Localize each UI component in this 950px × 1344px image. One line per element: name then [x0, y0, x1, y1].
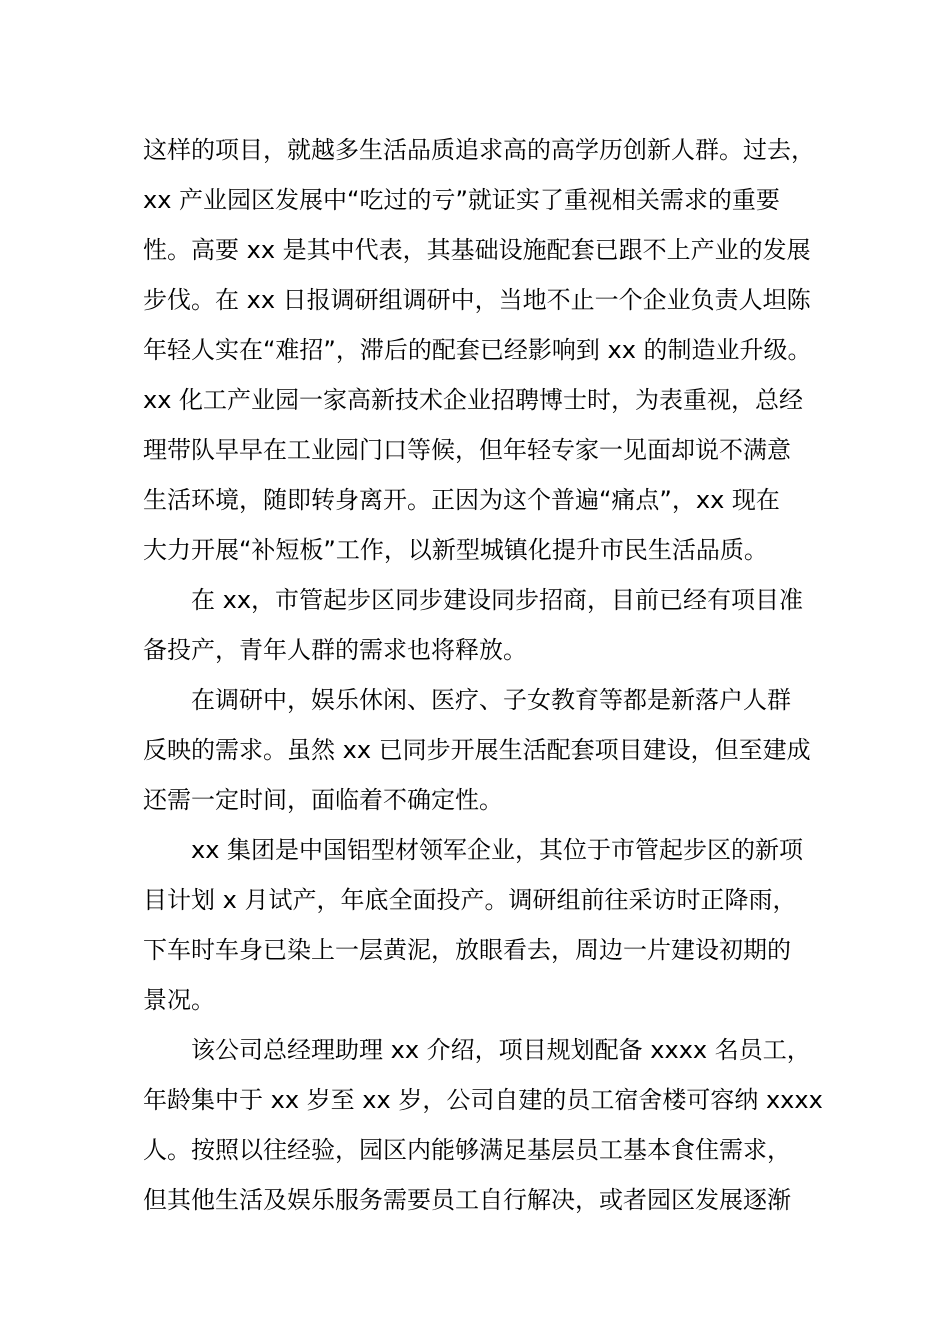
- text-line: 景况。: [143, 986, 215, 1014]
- text-line: 反映的需求。虽然 xx 已同步开展生活配套项目建设，但至建成: [143, 736, 811, 764]
- paragraph-first-line: xx 集团是中国铝型材领军企业，其位于市管起步区的新项: [191, 836, 804, 864]
- text-line: 人。按照以往经验，园区内能够满足基层员工基本食住需求，: [143, 1136, 791, 1164]
- text-line: xx 产业园区发展中“吃过的亏”就证实了重视相关需求的重要: [143, 186, 780, 214]
- paragraph-first-line: 在调研中，娱乐休闲、医疗、子女教育等都是新落户人群: [191, 686, 791, 714]
- text-line: 年龄集中于 xx 岁至 xx 岁，公司自建的员工宿舍楼可容纳 xxxx: [143, 1086, 823, 1114]
- text-line: 还需一定时间，面临着不确定性。: [143, 786, 503, 814]
- text-line: 备投产，青年人群的需求也将释放。: [143, 636, 527, 664]
- text-line: 年轻人实在“难招”，滞后的配套已经影响到 xx 的制造业升级。: [143, 336, 812, 364]
- text-line: 理带队早早在工业园门口等候，但年轻专家一见面却说不满意: [143, 436, 791, 464]
- text-line: xx 化工产业园一家高新技术企业招聘博士时，为表重视，总经: [143, 386, 804, 414]
- text-line: 目计划 x 月试产，年底全面投产。调研组前往采访时正降雨，: [143, 886, 797, 914]
- text-line: 下车时车身已染上一层黄泥，放眼看去，周边一片建设初期的: [143, 936, 791, 964]
- paragraph-first-line: 该公司总经理助理 xx 介绍，项目规划配备 xxxx 名员工，: [191, 1036, 811, 1064]
- text-line: 性。高要 xx 是其中代表，其基础设施配套已跟不上产业的发展: [143, 236, 811, 264]
- paragraph-first-line: 在 xx，市管起步区同步建设同步招商，目前已经有项目准: [191, 586, 804, 614]
- text-line: 步伐。在 xx 日报调研组调研中，当地不止一个企业负责人坦陈: [143, 286, 811, 314]
- text-line: 这样的项目，就越多生活品质追求高的高学历创新人群。过去，: [143, 136, 815, 164]
- text-line: 但其他生活及娱乐服务需要员工自行解决，或者园区发展逐渐: [143, 1186, 791, 1214]
- text-line: 大力开展“补短板”工作，以新型城镇化提升市民生活品质。: [143, 536, 768, 564]
- text-line: 生活环境，随即转身离开。正因为这个普遍“痛点”，xx 现在: [143, 486, 780, 514]
